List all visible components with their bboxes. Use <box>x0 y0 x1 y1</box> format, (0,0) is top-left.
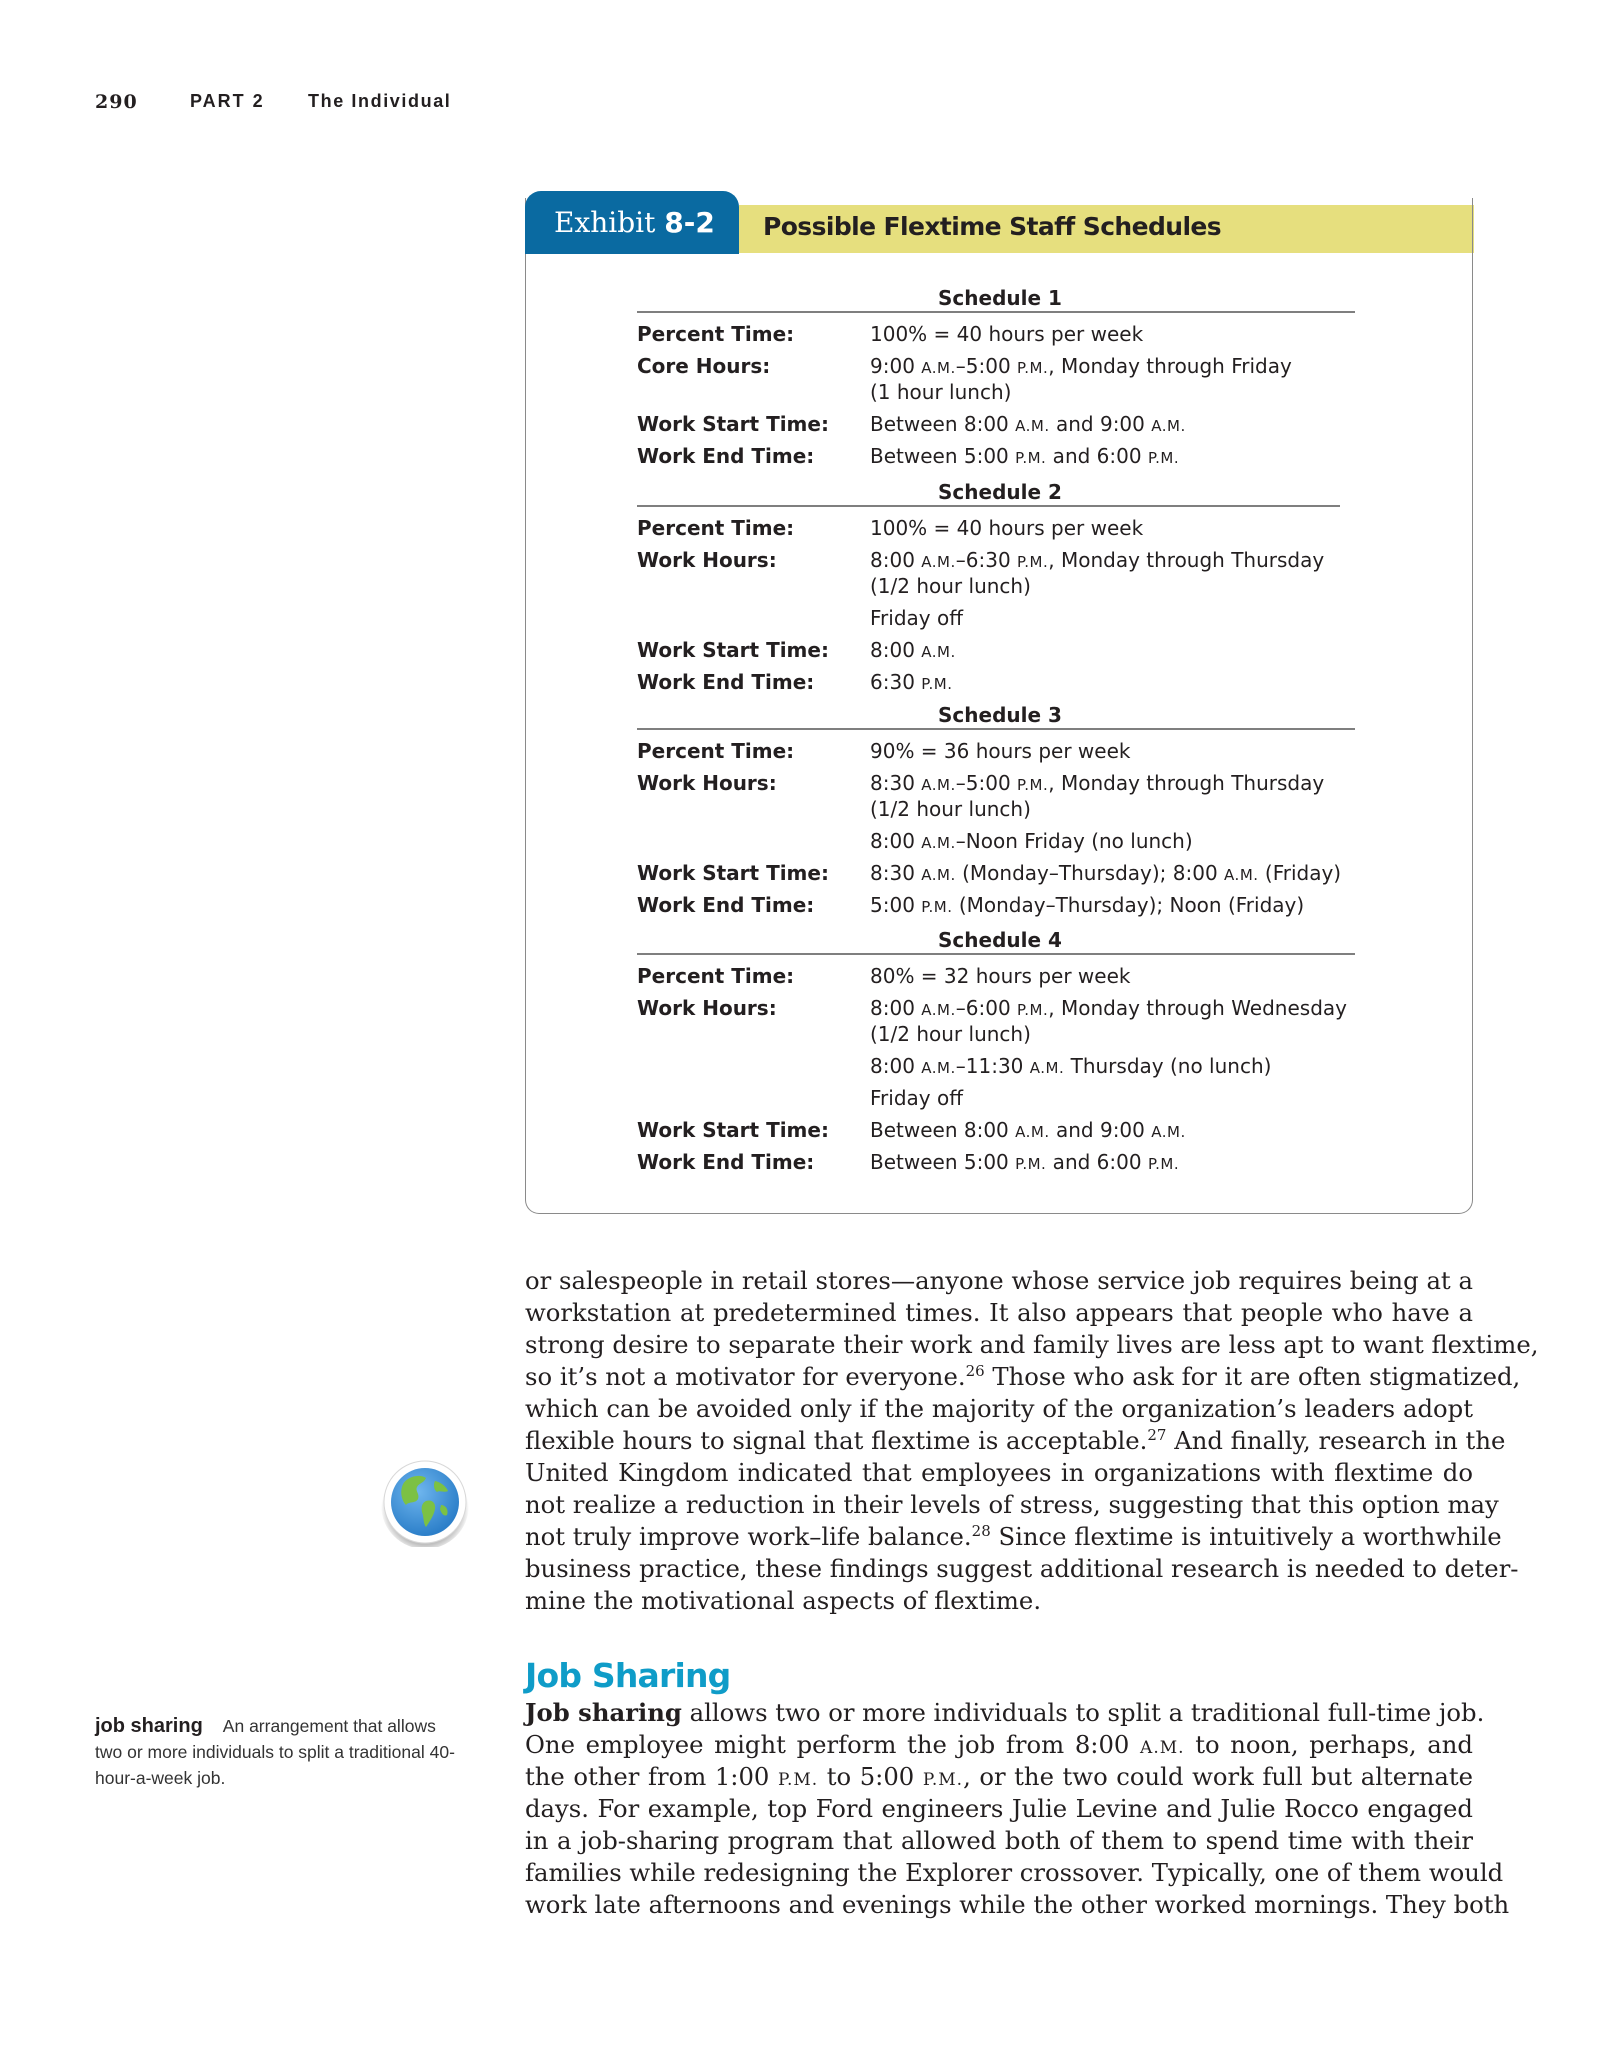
schedule-field-value: 8:30 A.M.–5:00 P.M., Monday through Thursday <box>870 771 1325 795</box>
schedule-field-value: 8:00 A.M.–Noon Friday (no lunch) <box>870 829 1193 853</box>
globe-icon <box>380 1457 470 1547</box>
schedule-field-label: Percent Time: <box>637 516 795 540</box>
glossary-definition: An arrangement that allows two or more individuals to split a traditional 40-hour-a-week job. <box>95 1716 455 1788</box>
exhibit-tab <box>525 191 739 254</box>
schedule-field-value: 8:00 A.M. <box>870 638 956 662</box>
schedule-field-value: 8:00 A.M.–6:00 P.M., Monday through Wednesday <box>870 996 1347 1020</box>
schedule-field-value: 9:00 A.M.–5:00 P.M., Monday through Friday <box>870 354 1292 378</box>
body-line: which can be avoided only if the majority of the organization’s leaders adopt <box>525 1394 1473 1423</box>
schedule-field-label: Work End Time: <box>637 670 815 694</box>
schedule-field-value: (1/2 hour lunch) <box>870 574 1031 598</box>
part-title: The Individual <box>308 91 452 111</box>
schedule-title: Schedule 4 <box>938 928 1062 952</box>
footnote-ref: 28 <box>971 1521 991 1540</box>
schedule-field-value: 8:00 A.M.–11:30 A.M. Thursday (no lunch) <box>870 1054 1272 1078</box>
glossary-term: job sharing <box>95 1715 203 1737</box>
schedule-field-value: 80% = 32 hours per week <box>870 964 1131 988</box>
margin-glossary <box>95 1713 465 1791</box>
body-line: families while redesigning the Explorer crossover. Typically, one of them would <box>525 1858 1504 1887</box>
body-line: or salespeople in retail stores—anyone whose service job requires being at a <box>525 1266 1473 1295</box>
body-line: the other from 1:00 P.M. to 5:00 P.M., or the two could work full but alternate <box>525 1762 1473 1791</box>
schedule-title: Schedule 3 <box>938 703 1062 727</box>
schedule-rule <box>637 728 1355 730</box>
schedule-rule <box>637 505 1340 507</box>
body-paragraph-2 <box>525 1697 1510 1921</box>
schedule-title: Schedule 2 <box>938 480 1062 504</box>
schedule-field-value: 90% = 36 hours per week <box>870 739 1131 763</box>
exhibit-tab-label: Exhibit <box>554 206 665 239</box>
footnote-ref: 27 <box>1147 1425 1167 1444</box>
body-line: strong desire to separate their work and family lives are less apt to want flextime, <box>525 1330 1539 1359</box>
schedule-field-label: Percent Time: <box>637 964 795 988</box>
schedule-field-label: Work Start Time: <box>637 1118 829 1142</box>
schedule-field-label: Core Hours: <box>637 354 771 378</box>
schedule-field-label: Work Hours: <box>637 548 777 572</box>
page-number: 290 <box>95 91 138 113</box>
exhibit-number: 8-2 <box>664 206 715 239</box>
schedule-field-value: 5:00 P.M. (Monday–Thursday); Noon (Friday) <box>870 893 1305 917</box>
body-line: Job sharing allows two or more individuals to split a traditional full-time job. <box>525 1698 1485 1727</box>
schedule-field-label: Percent Time: <box>637 739 795 763</box>
schedule-field-value: 100% = 40 hours per week <box>870 322 1144 346</box>
schedule-rule <box>637 311 1355 313</box>
schedule-field-label: Percent Time: <box>637 322 795 346</box>
body-line: flexible hours to signal that flextime is acceptable.$^{27}$ And finally, research in the <box>525 1425 1506 1455</box>
schedule-field-label: Work Hours: <box>637 771 777 795</box>
schedule-field-value: Between 8:00 A.M. and 9:00 A.M. <box>870 412 1186 436</box>
exhibit-title: Possible Flextime Staff Schedules <box>763 212 1222 241</box>
schedule-title: Schedule 1 <box>938 286 1062 310</box>
schedule-field-value: Friday off <box>870 1086 963 1110</box>
schedule-field-value: (1/2 hour lunch) <box>870 1022 1031 1046</box>
body-line: business practice, these findings suggest additional research is needed to deter- <box>525 1554 1519 1583</box>
body-line: in a job-sharing program that allowed both of them to spend time with their <box>525 1826 1473 1855</box>
schedule-field-value: (1/2 hour lunch) <box>870 797 1031 821</box>
body-line: United Kingdom indicated that employees in organizations with flextime do <box>525 1458 1473 1487</box>
body-line: mine the motivational aspects of flextime. <box>525 1586 1042 1615</box>
footnote-ref: 26 <box>965 1361 985 1380</box>
body-line: workstation at predetermined times. It also appears that people who have a <box>525 1298 1473 1327</box>
schedule-field-label: Work End Time: <box>637 1150 815 1174</box>
schedule-field-value: Between 8:00 A.M. and 9:00 A.M. <box>870 1118 1186 1142</box>
schedule-field-value: (1 hour lunch) <box>870 380 1012 404</box>
body-line: not truly improve work–life balance.$^{28}$ Since flextime is intuitively a worthwhile <box>525 1521 1502 1551</box>
schedule-field-value: 8:30 A.M. (Monday–Thursday); 8:00 A.M. (Friday) <box>870 861 1342 885</box>
schedule-field-value: Between 5:00 P.M. and 6:00 P.M. <box>870 444 1180 468</box>
schedule-field-value: Between 5:00 P.M. and 6:00 P.M. <box>870 1150 1180 1174</box>
schedule-field-label: Work End Time: <box>637 444 815 468</box>
body-line: One employee might perform the job from 8:00 A.M. to noon, perhaps, and <box>525 1730 1473 1759</box>
schedule-field-label: Work Start Time: <box>637 638 829 662</box>
key-term: Job sharing <box>525 1698 682 1727</box>
part-label: PART 2 <box>190 91 265 111</box>
body-line: work late afternoons and evenings while the other worked mornings. They both <box>525 1890 1510 1919</box>
body-paragraph-1 <box>525 1265 1539 1617</box>
schedule-rule <box>637 953 1355 955</box>
schedule-field-label: Work Start Time: <box>637 412 829 436</box>
section-heading: Job Sharing <box>525 1656 731 1695</box>
schedule-field-value: 100% = 40 hours per week <box>870 516 1144 540</box>
schedule-field-value: 6:30 P.M. <box>870 670 953 694</box>
body-line: not realize a reduction in their levels of stress, suggesting that this option may <box>525 1490 1499 1519</box>
schedule-field-label: Work Start Time: <box>637 861 829 885</box>
schedule-field-value: Friday off <box>870 606 963 630</box>
schedule-field-label: Work End Time: <box>637 893 815 917</box>
schedule-field-value: 8:00 A.M.–6:30 P.M., Monday through Thursday <box>870 548 1325 572</box>
schedule-field-label: Work Hours: <box>637 996 777 1020</box>
body-line: so it’s not a motivator for everyone.$^{26}$ Those who ask for it are often stigmatized, <box>525 1361 1521 1391</box>
body-line: days. For example, top Ford engineers Julie Levine and Julie Rocco engaged <box>525 1794 1473 1823</box>
